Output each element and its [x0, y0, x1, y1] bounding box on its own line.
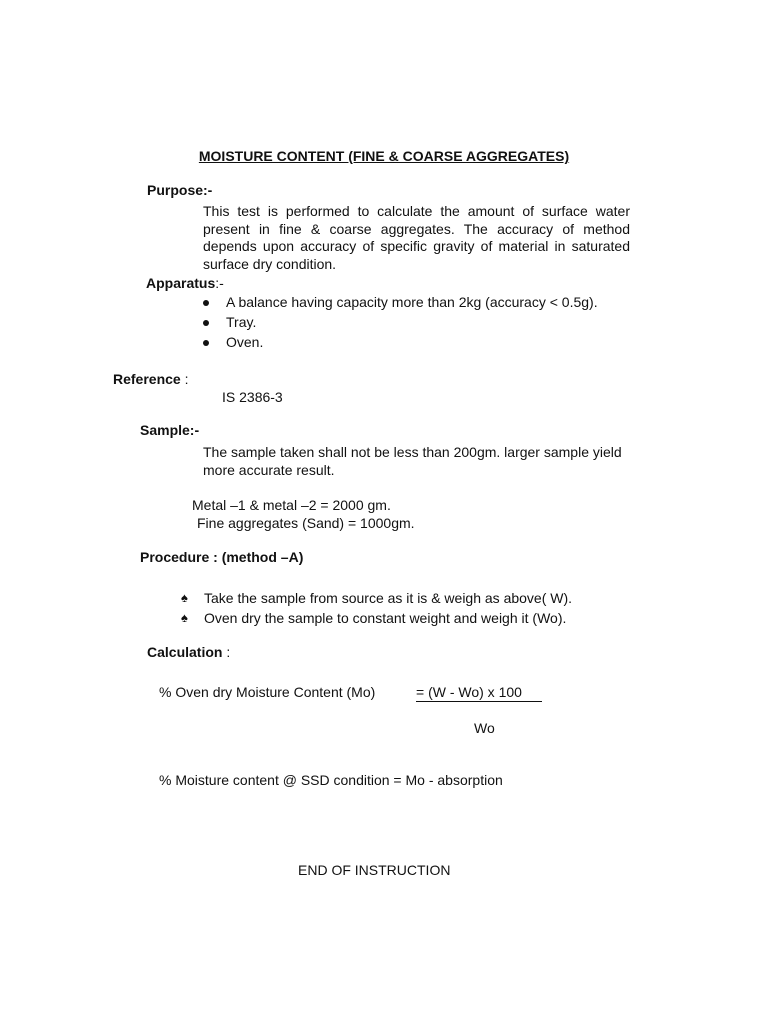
sample-heading: Sample:-: [140, 422, 200, 438]
sample-text-line1: The sample taken shall not be less than 200gm. larger sample yield: [203, 444, 622, 460]
reference-heading-label: Reference: [113, 371, 181, 387]
apparatus-item-text: Oven.: [226, 334, 264, 350]
reference-value: IS 2386-3: [222, 389, 283, 405]
purpose-heading: Purpose:-: [147, 182, 213, 198]
purpose-text: This test is performed to calculate the amount of surface water present in fine & coarse aggregates. The accuracy of method depends upon accuracy of specific gravity of material in saturated surface dry condition.: [203, 203, 630, 272]
apparatus-heading: [146, 275, 224, 291]
oven-dry-formula-label: % Oven dry Moisture Content (Mo): [159, 684, 376, 700]
spade-bullet-icon: ♠: [181, 610, 188, 625]
document-title: MOISTURE CONTENT (FINE & COARSE AGGREGATES): [198, 148, 570, 164]
apparatus-heading-suffix: :-: [215, 275, 224, 291]
fraction-line: [416, 701, 542, 702]
sample-fine: Fine aggregates (Sand) = 1000gm.: [197, 515, 415, 531]
bullet-icon: [203, 340, 209, 346]
calculation-heading-suffix: :: [222, 644, 231, 660]
end-of-instruction: END OF INSTRUCTION: [298, 862, 451, 878]
sample-metal: Metal –1 & metal –2 = 2000 gm.: [192, 497, 391, 513]
procedure-step-text: Oven dry the sample to constant weight and weigh it (Wo).: [204, 610, 567, 626]
reference-heading: [113, 371, 188, 387]
calculation-heading-label: Calculation: [147, 644, 223, 660]
formula-denominator: Wo: [474, 720, 495, 736]
apparatus-heading-label: Apparatus: [146, 275, 216, 291]
apparatus-item-text: Tray.: [226, 314, 257, 330]
procedure-step-text: Take the sample from source as it is & weigh as above( W).: [204, 590, 573, 606]
calculation-heading: [147, 644, 230, 660]
bullet-icon: [203, 320, 209, 326]
procedure-heading: Procedure : (method –A): [140, 549, 304, 565]
ssd-formula: % Moisture content @ SSD condition = Mo - absorption: [159, 772, 503, 788]
spade-bullet-icon: ♠: [181, 590, 188, 605]
sample-text-line2: more accurate result.: [203, 462, 335, 478]
bullet-icon: [203, 300, 209, 306]
reference-heading-suffix: :: [180, 371, 189, 387]
apparatus-item-text: A balance having capacity more than 2kg (accuracy < 0.5g).: [226, 294, 598, 310]
formula-numerator: = (W - Wo) x 100: [416, 684, 522, 700]
